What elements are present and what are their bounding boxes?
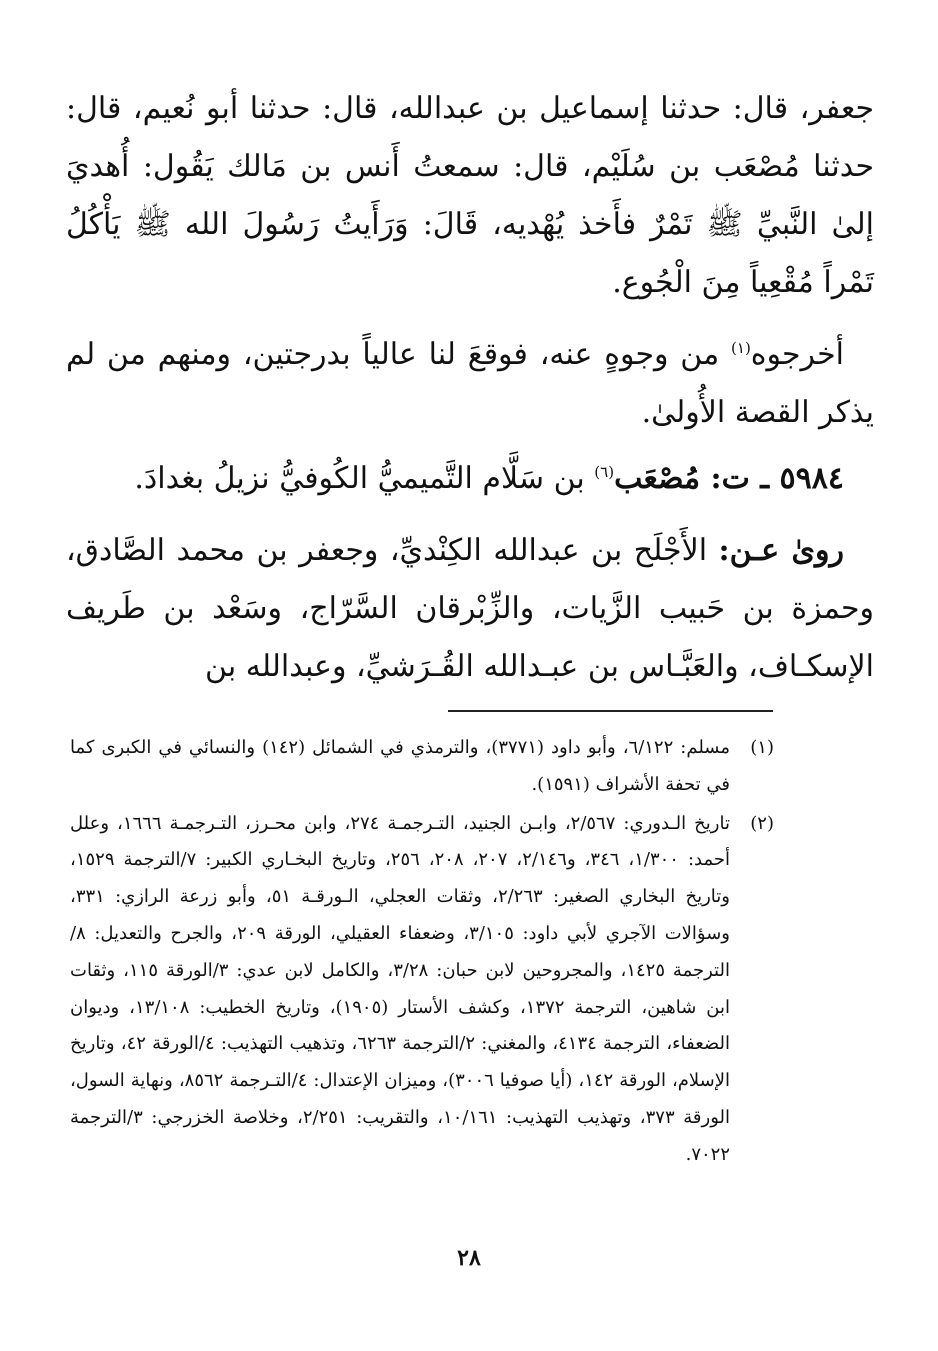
takhrij-text: من وجوهٍ عنه، فوقعَ لنا عالياً بدرجتين، ومنهم من لم يذكر القصة الأُولىٰ. — [66, 337, 874, 430]
footnote-number: (١) — [750, 737, 774, 758]
narrated-from-label: روىٰ عـن: — [718, 533, 844, 568]
main-text — [66, 80, 874, 696]
narrators-list: الأَجْلَح بن عبدالله الكِنْديِّ، وجعفر بن محمد الصَّادق، وحمزة بن حَبيب الزَّيات، والزِّبْرقان السَّرّاج، وسَعْد بن طَريف الإسكـاف، والعَبَّـاس بن عبـدالله القُـرَشيِّ، وعبدالله بن — [66, 533, 874, 684]
page-number: ٢٨ — [457, 1245, 481, 1271]
footnote-ref-1: (١) — [731, 339, 751, 357]
entry-name: بن سَلَّام التَّميميُّ الكُوفيُّ نزيلُ بغدادَ. — [134, 461, 595, 496]
entry-heading — [66, 450, 874, 508]
footnote-text: تاريخ الـدوري: ٢/٥٦٧، وابـن الجنيد، التـرجمـة ٢٧٤، وابن محـرز، التـرجمـة ١٦٦٦، وعلل أحمد: ١/٣٠٠، ٣٤٦، و٢/١٤٦، ٢٠٧، ٢٠٨، ٢٥٦، وتاريخ البخـاري الكبير: ٧/الترجمة ١٥٢٩، وتاريخ البخاري الصغير: ٢/٢٦٣، وثقات العجلي، الـورقـة ٥١، وأبو زرعة الرازي: ٣٣١، وسؤالات الآجري لأبي داود: ٣/١٠٥، وضعفاء العقيلي، الورقة ٢٠٩، والجرح والتعديل: ٨/الترجمة ١٤٢٥، والمجروحين لابن حبان: ٣/٢٨، والكامل لابن عدي: ٣/الورقة ١١٥، وثقات ابن شاهين، الترجمة ١٣٧٢، وكشف الأستار (١٩٠٥)، وتاريخ الخطيب: ١٣/١٠٨، وديوان الضعفاء، الترجمة ٤١٣٤، والمغني: ٢/الترجمة ٦٢٦٣، وتذهيب التهذيب: ٤/الورقة ٤٢، وتاريخ الإسلام، الورقة ١٤٢، (أيا صوفيا ٣٠٠٦)، وميزان الإعتدال: ٤/التـرجمة ٨٥٦٢، ونهاية السول، الورقة ٣٧٣، وتهذيب التهذيب: ١٠/١٦١، والتقريب: ٢/٢٥١، وخلاصة الخزرجي: ٣/الترجمة ٧٠٢٢. — [70, 812, 731, 1165]
footnote-text: مسلم: ٦/١٢٢، وأبو داود (٣٧٧١)، والترمذي في الشمائل (١٤٢) والنسائي في الكبرى كما في تحفة الأشراف (١٥٩١). — [70, 737, 730, 795]
footnote-separator — [448, 710, 773, 712]
takhrij-lead: أخرجوه — [750, 337, 844, 372]
takhrij-paragraph — [66, 326, 874, 442]
footnote-item — [70, 806, 774, 1174]
narrators-paragraph — [66, 522, 874, 696]
entry-number: ٥٩٨٤ ـ ت: مُصْعَب — [614, 461, 844, 496]
footnote-item — [70, 730, 774, 804]
footnotes — [70, 730, 774, 1174]
footnote-number: (٢) — [750, 812, 774, 834]
footnote-ref-2: (٦) — [594, 463, 615, 481]
hadith-paragraph: جعفر، قال: حدثنا إسماعيل بن عبدالله، قال: حدثنا أبو نُعيم، قال: حدثنا مُصْعَب بن سُلَيْم، قال: سمعتُ أَنس بن مَالك يَقُول: أُهديَ إلىٰ النَّبيِّ ﷺ تَمْرٌ فأَخذ يُهْديه، قَالَ: وَرَأَيتُ رَسُولَ الله ﷺ يَأْكُلُ تَمْراً مُقْعِياً مِنَ الْجُوع. — [66, 91, 874, 300]
